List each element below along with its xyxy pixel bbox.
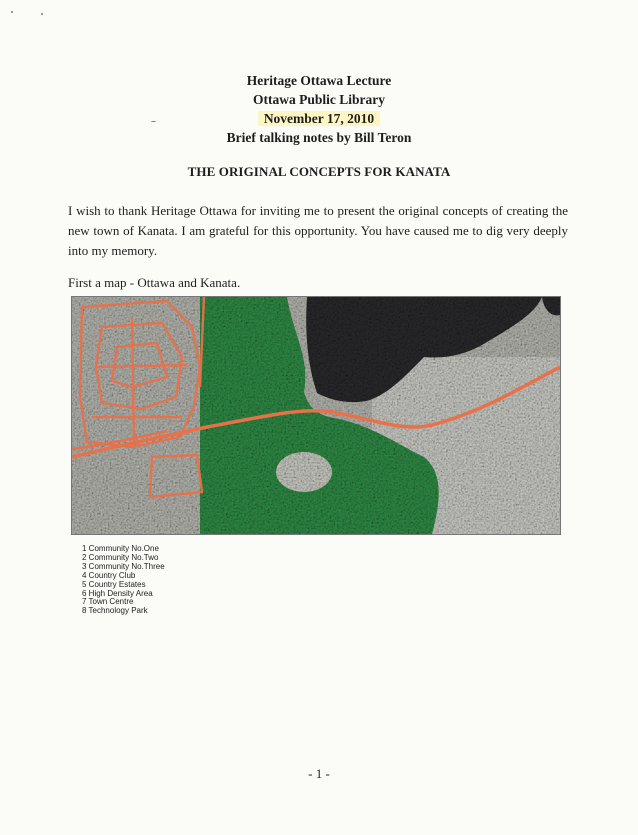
- header-author: Brief talking notes by Bill Teron: [226, 130, 412, 145]
- map-caption: First a map - Ottawa and Kanata.: [68, 275, 241, 290]
- scan-speck: [41, 13, 43, 15]
- legend-item: 4 Country Club: [82, 570, 136, 580]
- legend-item: 6 High Density Area: [82, 588, 153, 598]
- intro-paragraph: I wish to thank Heritage Ottawa for inviting me to present the original concepts of creating the new town of Kanata. I am grateful for this opportunity. You have caused me to dig very deeply into my memory.: [68, 203, 568, 258]
- legend-item: 7 Town Centre: [82, 597, 134, 607]
- legend-item: 2 Community No.Two: [82, 552, 159, 562]
- page-number: - 1 -: [308, 766, 330, 781]
- aerial-map-graphic: [72, 297, 560, 534]
- aerial-map-image: [71, 296, 561, 535]
- header-date: November 17, 2010: [258, 111, 380, 126]
- legend-item: 5 Country Estates: [82, 579, 146, 589]
- legend-item: 8 Technology Park: [82, 606, 148, 616]
- header-date-line: [0, 109, 638, 128]
- document-title: THE ORIGINAL CONCEPTS FOR KANATA: [187, 164, 451, 179]
- map-legend: [82, 545, 165, 616]
- legend-item: 3 Community No.Three: [82, 561, 165, 571]
- legend-item: 1 Community No.One: [82, 544, 159, 553]
- lecture-header: [0, 71, 638, 147]
- scan-speck: [11, 11, 13, 13]
- header-event: Heritage Ottawa Lecture: [246, 73, 392, 88]
- header-venue: Ottawa Public Library: [253, 92, 385, 107]
